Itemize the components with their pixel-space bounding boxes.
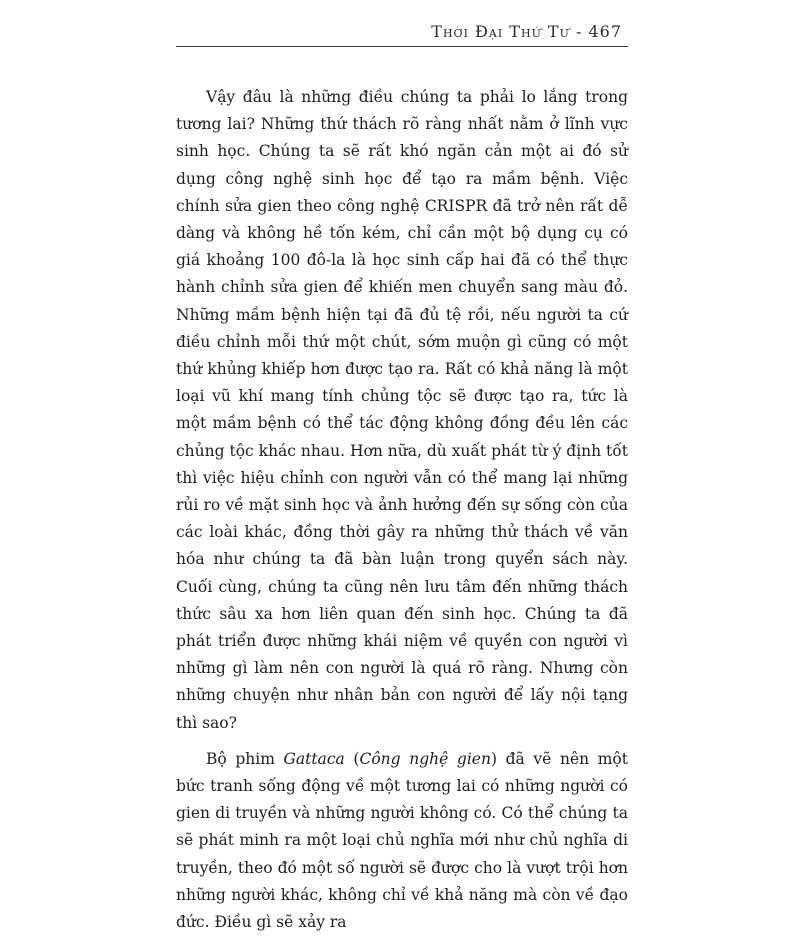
running-title: Thời Đại Thứ Tư — [431, 22, 570, 41]
page-number: 467 — [588, 22, 622, 41]
paragraph-2 — [176, 746, 628, 936]
film-title: Gattaca — [283, 749, 345, 768]
running-head-separator: - — [569, 22, 589, 41]
header-rule — [176, 46, 628, 47]
paragraph-2-text-1: Bộ phim — [206, 749, 284, 768]
body-text — [176, 84, 628, 936]
paragraph-2-text-2: ( — [344, 749, 360, 768]
paragraph-1: Vậy đâu là những điều chúng ta phải lo lắng trong tương lai? Những thứ thách rõ ràng nhất nằm ở lĩnh vực sinh học. Chúng ta sẽ rất khó ngăn cản một ai đó sử dụng công nghệ sinh học để tạo ra mầm bệnh. Việc chính sửa gien theo công nghệ CRISPR đã trở nên rất dễ dàng và không hề tốn kém, chỉ cần một bộ dụng cụ có giá khoảng 100 đô-la là học sinh cấp hai đã có thể thực hành chỉnh sửa gien để khiến men chuyển sang màu đỏ. Những mầm bệnh hiện tại đã đủ tệ rồi, nếu người ta cứ điều chỉnh mỗi thứ một chút, sớm muộn gì cũng có một thứ khủng khiếp hơn được tạo ra. Rất có khả năng là một loại vũ khí mang tính chủng tộc sẽ được tạo ra, tức là một mầm bệnh có thể tác động không đồng đều lên các chủng tộc khác nhau. Hơn nữa, dù xuất phát từ ý định tốt thì việc hiệu chỉnh con người vẫn có thể mang lại những rủi ro về mặt sinh học và ảnh hưởng đến sự sống còn của các loài khác, đồng thời gây ra những thử thách về văn hóa như chúng ta đã bàn luận trong quyển sách này. Cuối cùng, chúng ta cũng nên lưu tâm đến những thách thức sâu xa hơn liên quan đến sinh học. Chúng ta đã phát triển được những khái niệm về quyền con người vì những gì làm nên con người là quá rõ ràng. Nhưng còn những chuyện như nhân bản con người để lấy nội tạng thì sao? — [176, 88, 628, 732]
film-title-translation: Công nghệ gien — [359, 749, 491, 768]
running-head — [431, 22, 622, 41]
paragraph-2-text-3: ) đã vẽ nên một bức tranh sống động về một tương lai có những người có gien di truyền và những người không có. Có thể chúng ta sẽ phát minh ra một loại chủ nghĩa mới như chủ nghĩa di truyền, theo đó một số người sẽ được cho là vượt trội hơn những người khác, không chỉ về khả năng mà còn về đạo đức. Điều gì sẽ xảy ra — [176, 749, 628, 932]
